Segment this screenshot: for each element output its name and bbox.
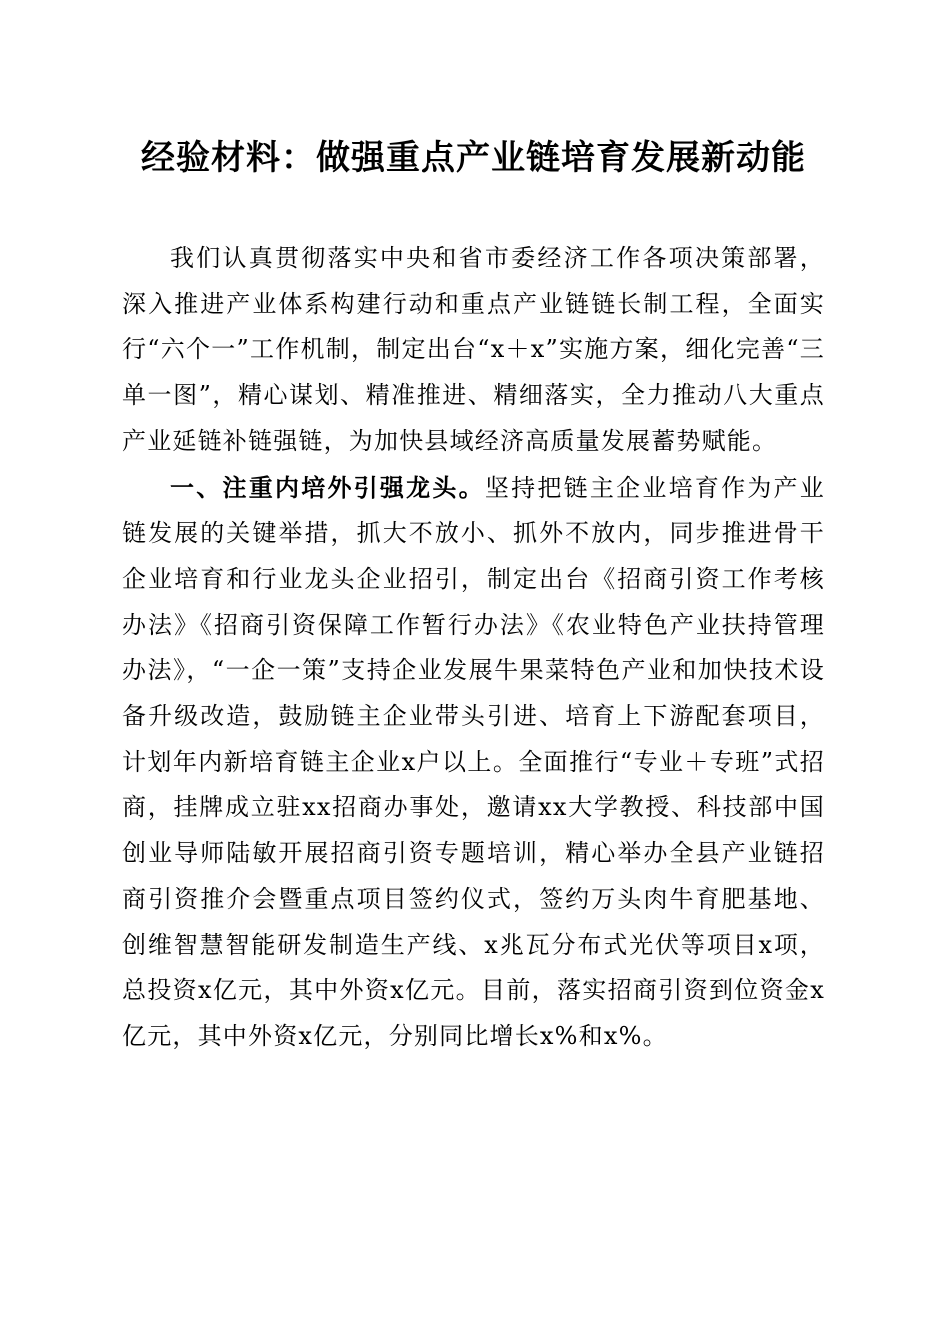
intro-paragraph: 我们认真贯彻落实中央和省市委经济工作各项决策部署，深入推进产业体系构建行动和重点产业链链长制工程，全面实行“六个一”工作机制，制定出台“x＋x”实施方案，细化完善“三单一图”，精心谋划、精准推进、精细落实，全力推动八大重点产业延链补链强链，为加快县域经济高质量发展蓄势赋能。 (122, 244, 825, 455)
section-1-body: 坚持把链主企业培育作为产业链发展的关键举措，抓大不放小、抓外不放内，同步推进骨干企业培育和行业龙头企业招引，制定出台《招商引资工作考核办法》《招商引资保障工作暂行办法》《农业特色产业扶持管理办法》，“一企一策”支持企业发展牛果菜特色产业和加快技术设备升级改造，鼓励链主企业带头引进、培育上下游配套项目，计划年内新培育链主企业x户以上。全面推行“专业＋专班”式招商，挂牌成立驻xx招商办事处，邀请xx大学教授、科技部中国创业导师陆敏开展招商引资专题培训，精心举办全县产业链招商引资推介会暨重点项目签约仪式，签约万头肉牛育肥基地、创维智慧智能研发制造生产线、x兆瓦分布式光伏等项目x项，总投资x亿元，其中外资x亿元。目前，落实招商引资到位资金x亿元，其中外资x亿元，分别同比增长x%和x%。 (122, 473, 825, 1050)
document-body (122, 236, 825, 1060)
section-1-heading: 一、注重内培外引强龙头。 (170, 472, 485, 502)
section-1-paragraph (122, 465, 825, 1060)
document-title: 经验材料：做强重点产业链培育发展新动能 (141, 138, 806, 178)
